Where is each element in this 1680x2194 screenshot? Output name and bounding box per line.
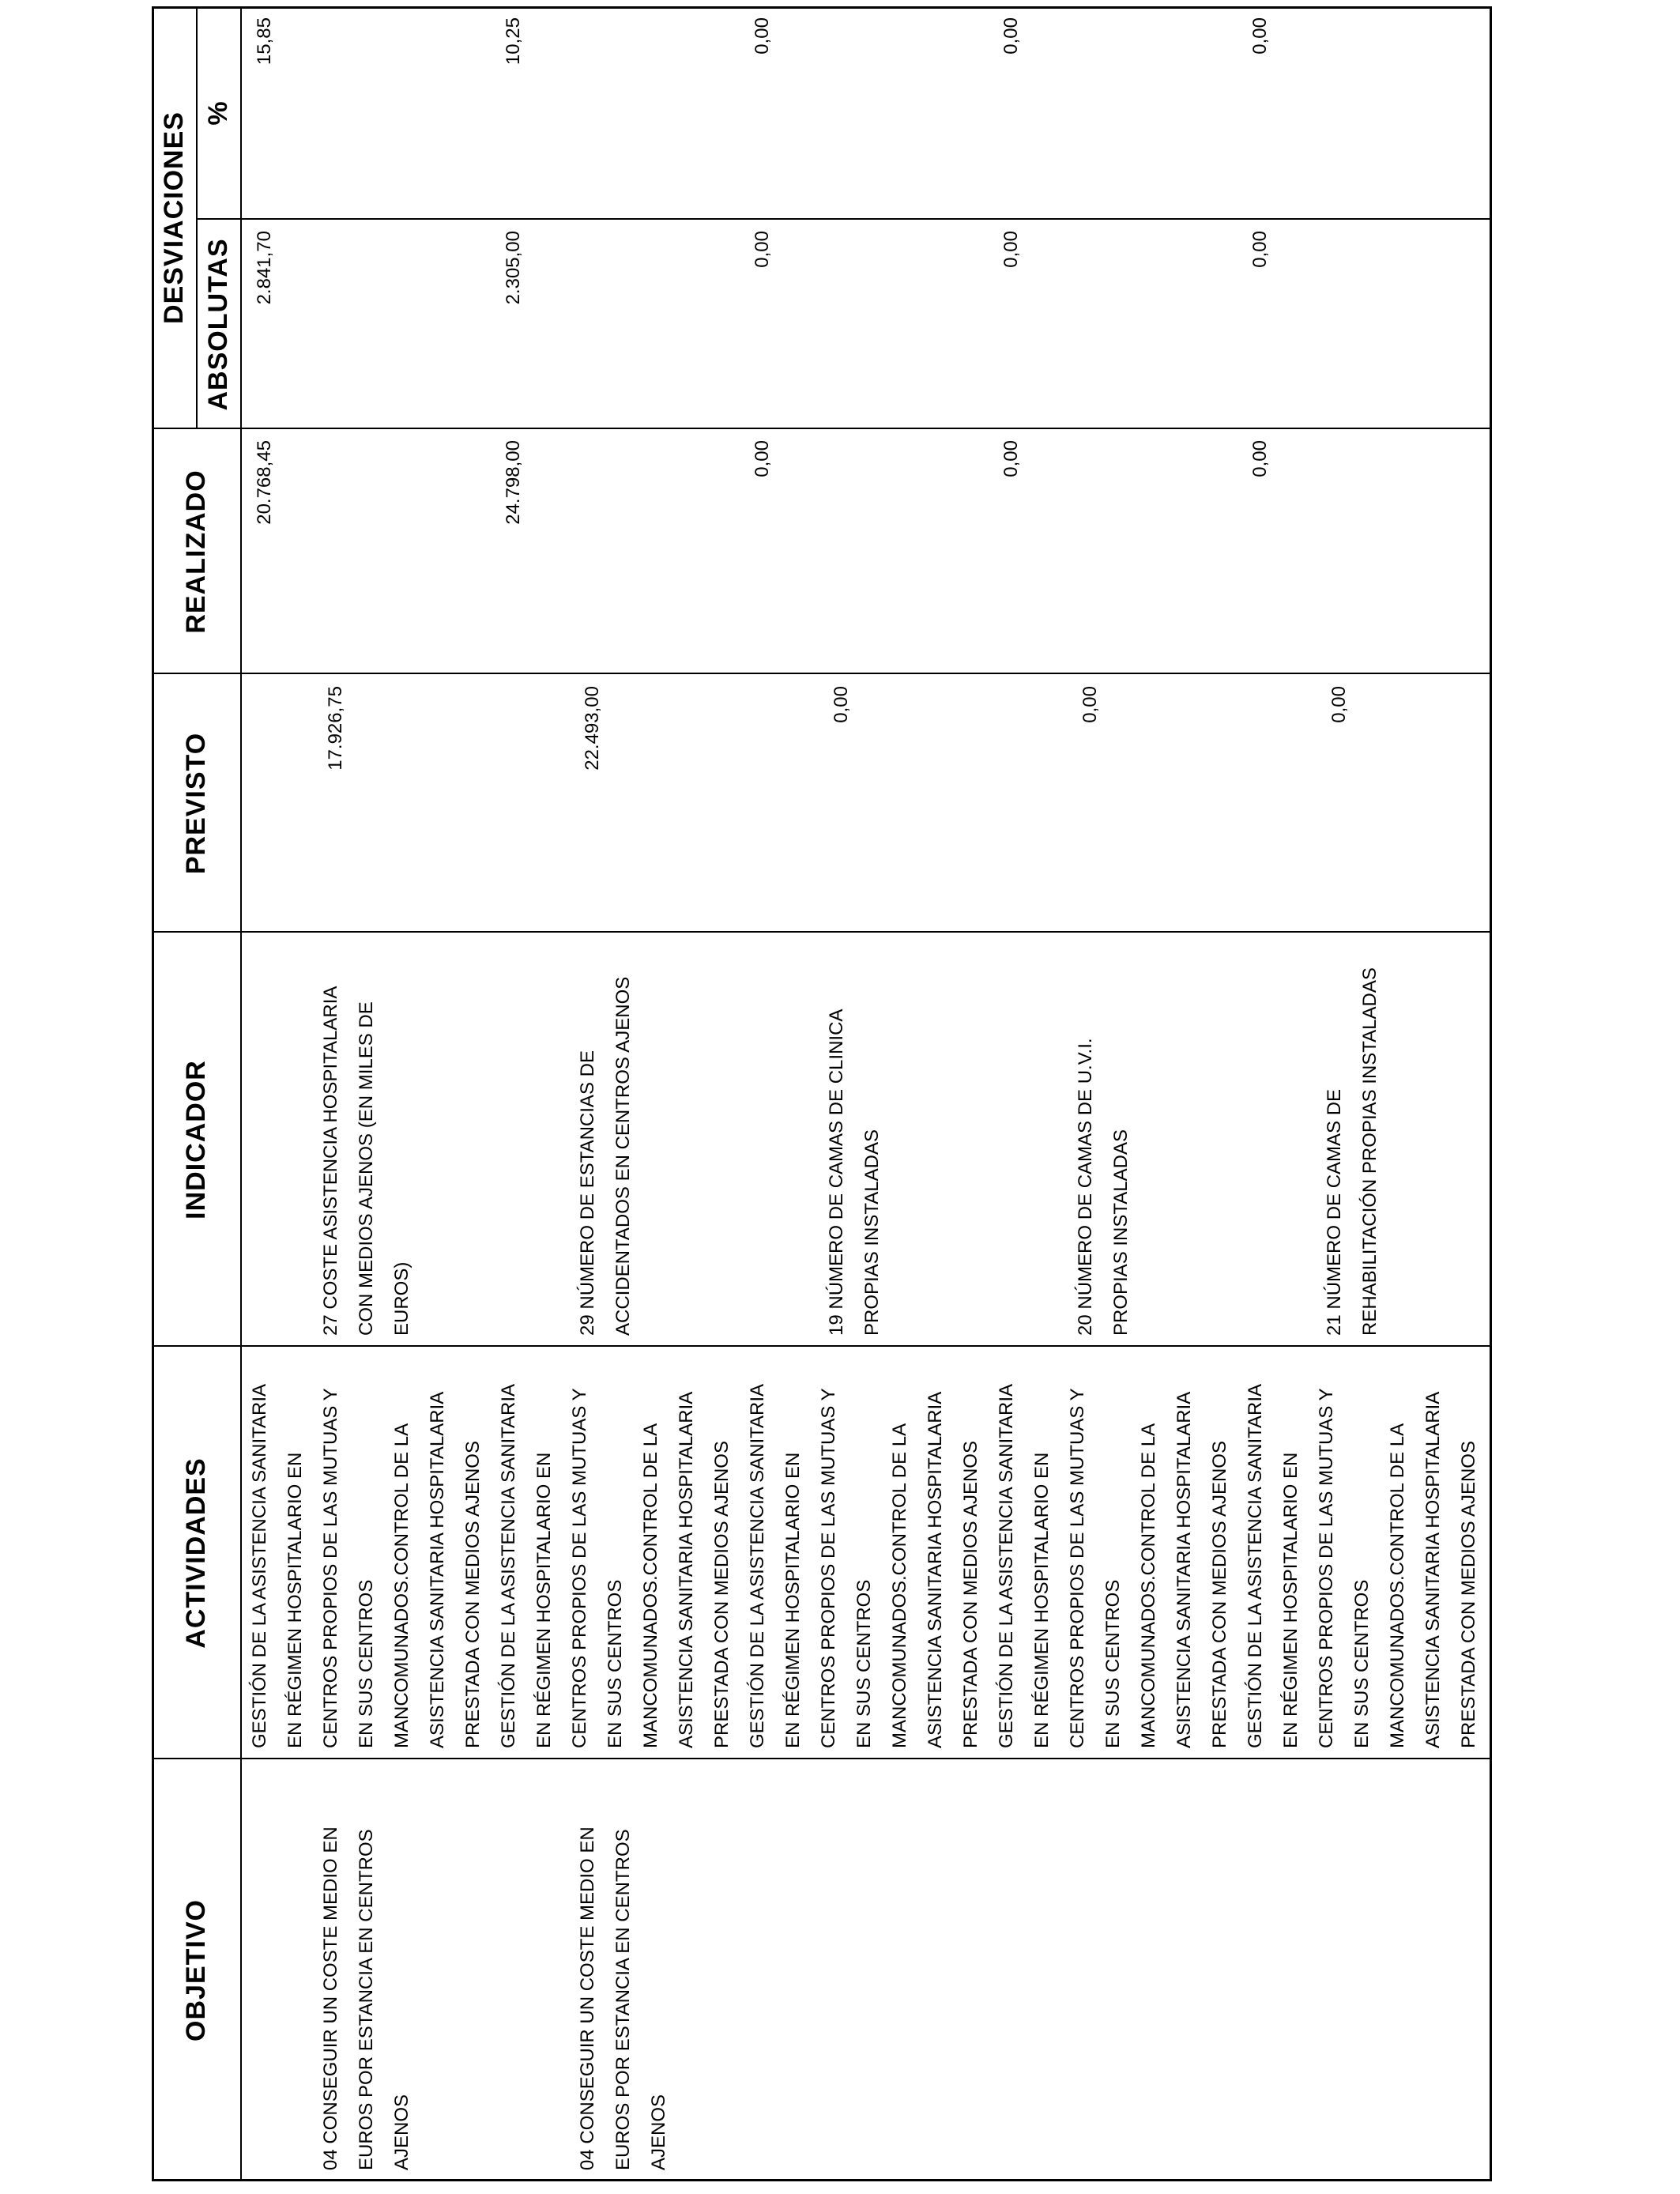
indicador-text: 29 NÚMERO DE ESTANCIAS DE ACCIDENTADOS EN CENTROS AJENOS xyxy=(577,976,634,1336)
header-realizado: REALIZADO xyxy=(180,469,211,634)
absolutas-value: 0,00 xyxy=(751,231,773,268)
rotated-table xyxy=(139,0,1505,2194)
absolutas-value: 0,00 xyxy=(1249,231,1271,268)
column-divider xyxy=(152,931,1492,933)
column-divider xyxy=(152,1345,1492,1347)
previsto-value: 22.493,00 xyxy=(582,686,603,771)
absolutas-value: 2.841,70 xyxy=(254,231,275,305)
header-porcentaje: % xyxy=(202,100,233,126)
header-desviaciones: DESVIACIONES xyxy=(158,111,189,324)
actividad-text: GESTIÓN DE LA ASISTENCIA SANITARIA EN RÉGIMEN HOSPITALARIO EN CENTROS PROPIOS DE LAS MUTUAS Y EN SUS CENTROS MANCOMUNADOS.CONTROL DE LA ASISTENCIA SANITARIA HOSPITALARIA PRESTADA CON MEDIOS AJENOS xyxy=(747,1383,981,1748)
actividad-text: GESTIÓN DE LA ASISTENCIA SANITARIA EN RÉGIMEN HOSPITALARIO EN CENTROS PROPIOS DE LAS MUTUAS Y EN SUS CENTROS MANCOMUNADOS.CONTROL DE LA ASISTENCIA SANITARIA HOSPITALARIA PRESTADA CON MEDIOS AJENOS xyxy=(1245,1383,1479,1748)
column-divider xyxy=(152,428,1492,429)
porcentaje-value: 0,00 xyxy=(1249,17,1271,55)
column-divider xyxy=(196,218,1492,220)
previsto-value: 0,00 xyxy=(1328,686,1350,723)
objetivo-text: 04 CONSEGUIR UN COSTE MEDIO EN EUROS POR ESTANCIA EN CENTROS AJENOS xyxy=(320,1826,412,2170)
indicador-text: 20 NÚMERO DE CAMAS DE U.V.I. PROPIAS INSTALADAS xyxy=(1075,1038,1132,1336)
porcentaje-value: 10,25 xyxy=(503,17,524,66)
indicador-text: 27 COSTE ASISTENCIA HOSPITALARIA CON MEDIOS AJENOS (EN MILES DE EUROS) xyxy=(320,986,412,1336)
column-divider xyxy=(152,673,1492,674)
header-objetivo: OBJETIVO xyxy=(180,1899,211,2041)
porcentaje-value: 0,00 xyxy=(751,17,773,55)
header-actividades: ACTIVIDADES xyxy=(180,1457,211,1649)
column-divider xyxy=(152,1758,1492,1759)
objetivo-text: 04 CONSEGUIR UN COSTE MEDIO EN EUROS POR ESTANCIA EN CENTROS AJENOS xyxy=(577,1826,669,2170)
indicador-text: 19 NÚMERO DE CAMAS DE CLINICA PROPIAS INSTALADAS xyxy=(826,1008,883,1336)
header-separator xyxy=(240,6,242,2181)
actividad-text: GESTIÓN DE LA ASISTENCIA SANITARIA EN RÉGIMEN HOSPITALARIO EN CENTROS PROPIOS DE LAS MUTUAS Y EN SUS CENTROS MANCOMUNADOS.CONTROL DE LA ASISTENCIA SANITARIA HOSPITALARIA PRESTADA CON MEDIOS AJENOS xyxy=(249,1383,484,1748)
porcentaje-value: 15,85 xyxy=(254,17,275,66)
indicador-text: 21 NÚMERO DE CAMAS DE REHABILITACIÓN PROPIAS INSTALADAS xyxy=(1324,967,1381,1336)
header-previsto: PREVISTO xyxy=(180,732,211,875)
absolutas-value: 0,00 xyxy=(1000,231,1022,268)
realizado-value: 20.768,45 xyxy=(254,440,275,525)
previsto-value: 0,00 xyxy=(831,686,852,723)
absolutas-value: 2.305,00 xyxy=(503,231,524,305)
realizado-value: 0,00 xyxy=(751,440,773,477)
realizado-value: 0,00 xyxy=(1249,440,1271,477)
actividad-text: GESTIÓN DE LA ASISTENCIA SANITARIA EN RÉGIMEN HOSPITALARIO EN CENTROS PROPIOS DE LAS MUTUAS Y EN SUS CENTROS MANCOMUNADOS.CONTROL DE LA ASISTENCIA SANITARIA HOSPITALARIA PRESTADA CON MEDIOS AJENOS xyxy=(498,1383,733,1748)
previsto-value: 17.926,75 xyxy=(325,686,346,771)
porcentaje-value: 0,00 xyxy=(1000,17,1022,55)
realizado-value: 0,00 xyxy=(1000,440,1022,477)
actividad-text: GESTIÓN DE LA ASISTENCIA SANITARIA EN RÉGIMEN HOSPITALARIO EN CENTROS PROPIOS DE LAS MUTUAS Y EN SUS CENTROS MANCOMUNADOS.CONTROL DE LA ASISTENCIA SANITARIA HOSPITALARIA PRESTADA CON MEDIOS AJENOS xyxy=(996,1383,1230,1748)
previsto-value: 0,00 xyxy=(1079,686,1101,723)
header-indicador: INDICADOR xyxy=(180,1060,211,1220)
header-absolutas: ABSOLUTAS xyxy=(202,238,233,411)
realizado-value: 24.798,00 xyxy=(503,440,524,525)
